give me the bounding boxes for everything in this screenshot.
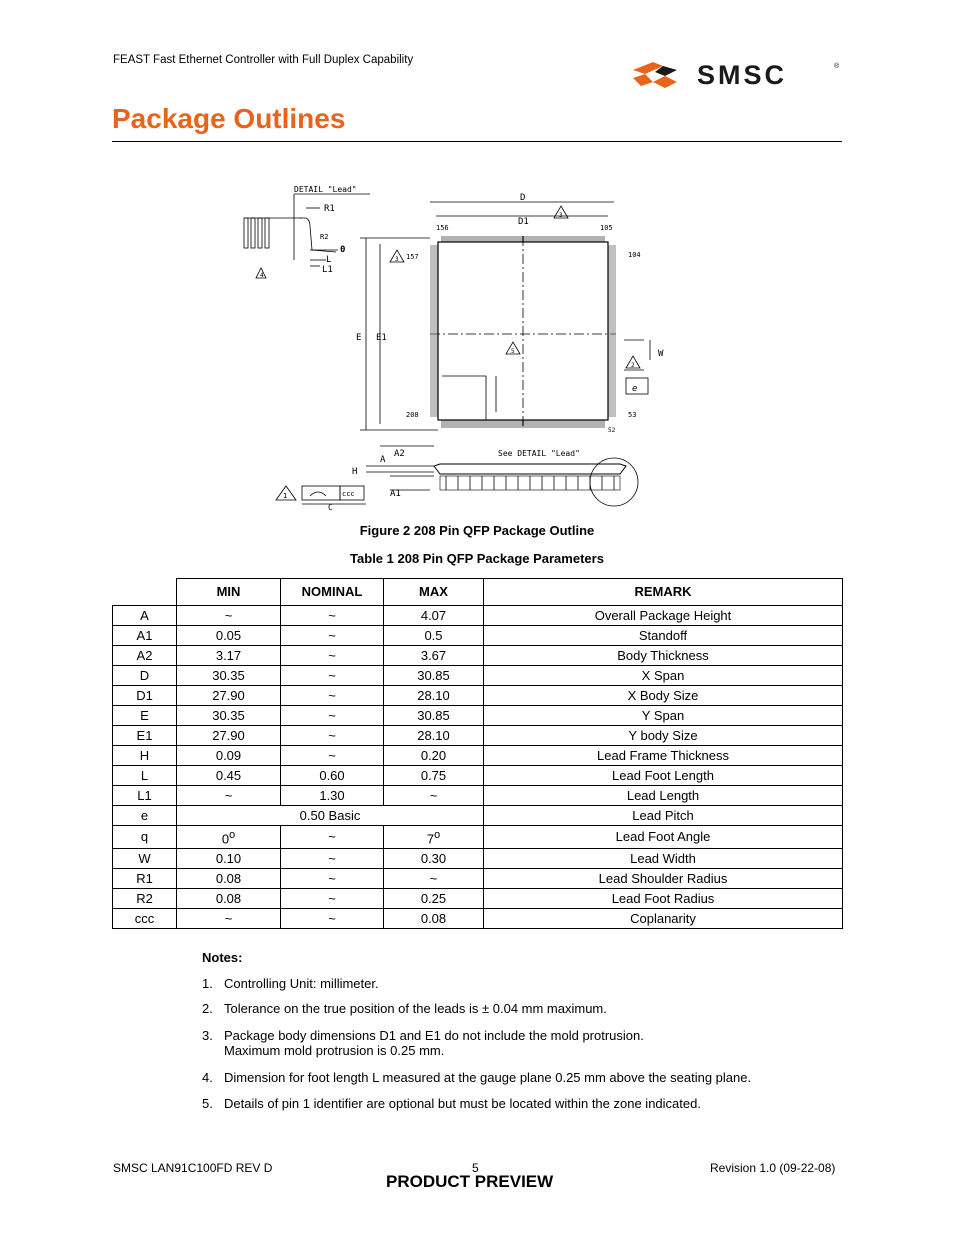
nominal-cell: ~ (281, 606, 384, 626)
detail-lead-view (244, 185, 370, 279)
nominal-cell: ~ (281, 869, 384, 889)
note3-marker-top: 3 (559, 212, 563, 219)
note-number: 5. (202, 1096, 213, 1111)
param-cell: A (113, 606, 177, 626)
header-remark: REMARK (484, 579, 843, 606)
param-cell: A2 (113, 646, 177, 666)
min-cell: 0.05 (177, 626, 281, 646)
table-row (113, 646, 843, 666)
remark-cell: Body Thickness (484, 646, 843, 666)
max-cell: 0.75 (384, 766, 484, 786)
table-row (113, 706, 843, 726)
nominal-cell: ~ (281, 666, 384, 686)
note-text: Dimension for foot length L measured at the gauge plane 0.25 mm above the seating plane. (224, 1070, 752, 1085)
min-cell: ~ (177, 606, 281, 626)
table-row (113, 766, 843, 786)
nominal-cell: ~ (281, 706, 384, 726)
remark-cell: Overall Package Height (484, 606, 843, 626)
pin105-label: 105 (600, 224, 613, 232)
pitch-label: e (632, 384, 638, 394)
note-item (202, 1070, 751, 1085)
note-text: Details of pin 1 identifier are optional but must be located within the zone indicated. (224, 1096, 701, 1111)
nominal-cell: ~ (281, 626, 384, 646)
remark-cell: X Body Size (484, 686, 843, 706)
remark-cell: Lead Pitch (484, 806, 843, 826)
logo-registered: ® (834, 63, 840, 70)
note-item (202, 976, 379, 991)
min-cell: 0.10 (177, 849, 281, 869)
param-cell: L1 (113, 786, 177, 806)
table-row (113, 726, 843, 746)
note-number: 1. (202, 976, 213, 991)
footer-page-number: 5 (472, 1161, 479, 1175)
note-number: 2. (202, 1001, 213, 1016)
nominal-cell: ~ (281, 889, 384, 909)
remark-cell: Lead Width (484, 849, 843, 869)
note3-marker-left: 3 (395, 256, 399, 263)
max-value: 7 (426, 831, 435, 847)
header-nominal: NOMINAL (281, 579, 384, 606)
pin156-label: 156 (436, 224, 449, 232)
max-cell: 4.07 (384, 606, 484, 626)
param-cell: q (113, 826, 177, 849)
param-cell: ccc (113, 909, 177, 929)
w-label: W (658, 349, 664, 359)
remark-cell: Standoff (484, 626, 843, 646)
table-row (113, 626, 843, 646)
a2-label: A2 (394, 449, 405, 459)
param-cell: A1 (113, 626, 177, 646)
table-row (113, 909, 843, 929)
remark-cell: Y body Size (484, 726, 843, 746)
table-row (113, 606, 843, 626)
footer-doc-id: SMSC LAN91C100FD REV D (113, 1161, 273, 1175)
min-cell: 0.08 (177, 889, 281, 909)
h-label: H (352, 467, 358, 477)
table-row (113, 666, 843, 686)
min-cell: 0.08 (177, 869, 281, 889)
remark-cell: Lead Foot Angle (484, 826, 843, 849)
remark-cell: Lead Foot Radius (484, 889, 843, 909)
header-min: MIN (177, 579, 281, 606)
nominal-cell: ~ (281, 686, 384, 706)
table-row (113, 786, 843, 806)
nominal-cell: ~ (281, 726, 384, 746)
max-cell: 0.30 (384, 849, 484, 869)
pin53-label: 53 (628, 411, 637, 419)
note-item (202, 1001, 607, 1016)
pin52-label: 52 (608, 427, 616, 434)
see-detail-label: See DETAIL "Lead" (498, 449, 580, 458)
pin208-label: 208 (406, 411, 419, 419)
header-doc-title: FEAST Fast Ethernet Controller with Full Duplex Capability (113, 54, 414, 66)
basic-value-cell: 0.50 Basic (177, 806, 484, 826)
remark-cell: Lead Length (484, 786, 843, 806)
max-cell: 3.67 (384, 646, 484, 666)
nominal-cell: ~ (281, 826, 384, 849)
min-cell: ~ (177, 786, 281, 806)
a-label: A (380, 455, 386, 465)
page-title: Package Outlines (112, 103, 346, 134)
a1-label: A1 (390, 489, 401, 499)
nominal-cell: 0.60 (281, 766, 384, 786)
param-cell: E1 (113, 726, 177, 746)
min-cell: 30.35 (177, 706, 281, 726)
table-header-row (113, 579, 843, 606)
param-cell: R1 (113, 869, 177, 889)
min-cell: ~ (177, 909, 281, 929)
logo-mark-bottom (653, 76, 677, 88)
remark-cell: X Span (484, 666, 843, 686)
note-text: Tolerance on the true position of the leads is ± 0.04 mm maximum. (224, 1001, 607, 1016)
r2-label: R2 (320, 233, 329, 241)
e1-label: E1 (376, 333, 387, 343)
param-cell: e (113, 806, 177, 826)
package-outline-figure (260, 180, 670, 515)
max-cell: 0.25 (384, 889, 484, 909)
min-value: 0 (221, 831, 230, 847)
table-row (113, 889, 843, 909)
min-cell: 30.35 (177, 666, 281, 686)
param-cell: R2 (113, 889, 177, 909)
param-cell: E (113, 706, 177, 726)
title-rule (112, 141, 842, 142)
logo-text: SMSC (697, 60, 788, 90)
r1-label: R1 (324, 204, 335, 214)
degree-sup: o (229, 829, 236, 841)
c-label: C (328, 503, 333, 512)
l-label: L (326, 255, 332, 265)
note-continuation: Maximum mold protrusion is 0.25 mm. (224, 1043, 445, 1058)
nominal-cell: 1.30 (281, 786, 384, 806)
header-blank (113, 579, 177, 606)
e-label: E (356, 333, 362, 343)
max-cell: ~ (384, 869, 484, 889)
zero-label: 0 (340, 245, 346, 255)
top-view (356, 193, 664, 434)
max-cell (384, 826, 484, 849)
max-cell: 0.08 (384, 909, 484, 929)
right-pins (608, 246, 616, 416)
min-cell: 27.90 (177, 726, 281, 746)
note1-marker: 1 (283, 492, 288, 500)
table-row (113, 746, 843, 766)
logo-mark-left (633, 74, 653, 86)
note-number: 3. (202, 1028, 213, 1043)
min-cell: 0.09 (177, 746, 281, 766)
remark-cell: Lead Frame Thickness (484, 746, 843, 766)
footer-revision: Revision 1.0 (09-22-08) (710, 1161, 836, 1175)
smsc-logo (631, 56, 843, 92)
figure-caption: Figure 2 208 Pin QFP Package Outline (359, 523, 595, 538)
nominal-cell: ~ (281, 746, 384, 766)
ccc-label: ccc (342, 490, 355, 498)
param-cell: W (113, 849, 177, 869)
max-cell: 0.20 (384, 746, 484, 766)
nominal-cell: ~ (281, 646, 384, 666)
table-row (113, 686, 843, 706)
remark-cell: Coplanarity (484, 909, 843, 929)
nominal-cell: ~ (281, 849, 384, 869)
param-cell: L (113, 766, 177, 786)
side-view (276, 446, 638, 512)
table-caption: Table 1 208 Pin QFP Package Parameters (350, 551, 604, 566)
min-cell: 27.90 (177, 686, 281, 706)
pin104-label: 104 (628, 251, 641, 259)
header-max: MAX (384, 579, 484, 606)
param-cell: H (113, 746, 177, 766)
table-row (113, 806, 843, 826)
nominal-cell: ~ (281, 909, 384, 929)
note-text: Package body dimensions D1 and E1 do not include the mold protrusion. (224, 1028, 644, 1043)
remark-cell: Lead Shoulder Radius (484, 869, 843, 889)
parameters-table (112, 578, 843, 929)
table-row (113, 849, 843, 869)
max-cell: 30.85 (384, 666, 484, 686)
max-cell: ~ (384, 786, 484, 806)
note-item (202, 1028, 644, 1058)
detail-label: DETAIL "Lead" (294, 185, 357, 194)
note-number: 4. (202, 1070, 213, 1085)
left-pins (430, 246, 438, 416)
min-cell: 0.45 (177, 766, 281, 786)
remark-cell: Lead Foot Length (484, 766, 843, 786)
degree-sup: o (434, 829, 441, 841)
footer-product-preview: PRODUCT PREVIEW (386, 1172, 554, 1191)
notes-title: Notes: (202, 950, 243, 965)
note2-marker: 2 (631, 362, 635, 369)
param-cell: D1 (113, 686, 177, 706)
table-row (113, 826, 843, 849)
param-cell: D (113, 666, 177, 686)
min-cell (177, 826, 281, 849)
l1-label: L1 (322, 265, 333, 275)
note-item (202, 1096, 701, 1111)
table-row (113, 869, 843, 889)
d1-label: D1 (518, 217, 529, 227)
pin157-label: 157 (406, 253, 419, 261)
note4-marker: 4 (260, 272, 264, 279)
max-cell: 28.10 (384, 726, 484, 746)
remark-cell: Y Span (484, 706, 843, 726)
max-cell: 28.10 (384, 686, 484, 706)
min-cell: 3.17 (177, 646, 281, 666)
note5-marker: 5 (511, 348, 515, 355)
max-cell: 0.5 (384, 626, 484, 646)
d-label: D (520, 193, 526, 203)
max-cell: 30.85 (384, 706, 484, 726)
note-text: Controlling Unit: millimeter. (224, 976, 379, 991)
